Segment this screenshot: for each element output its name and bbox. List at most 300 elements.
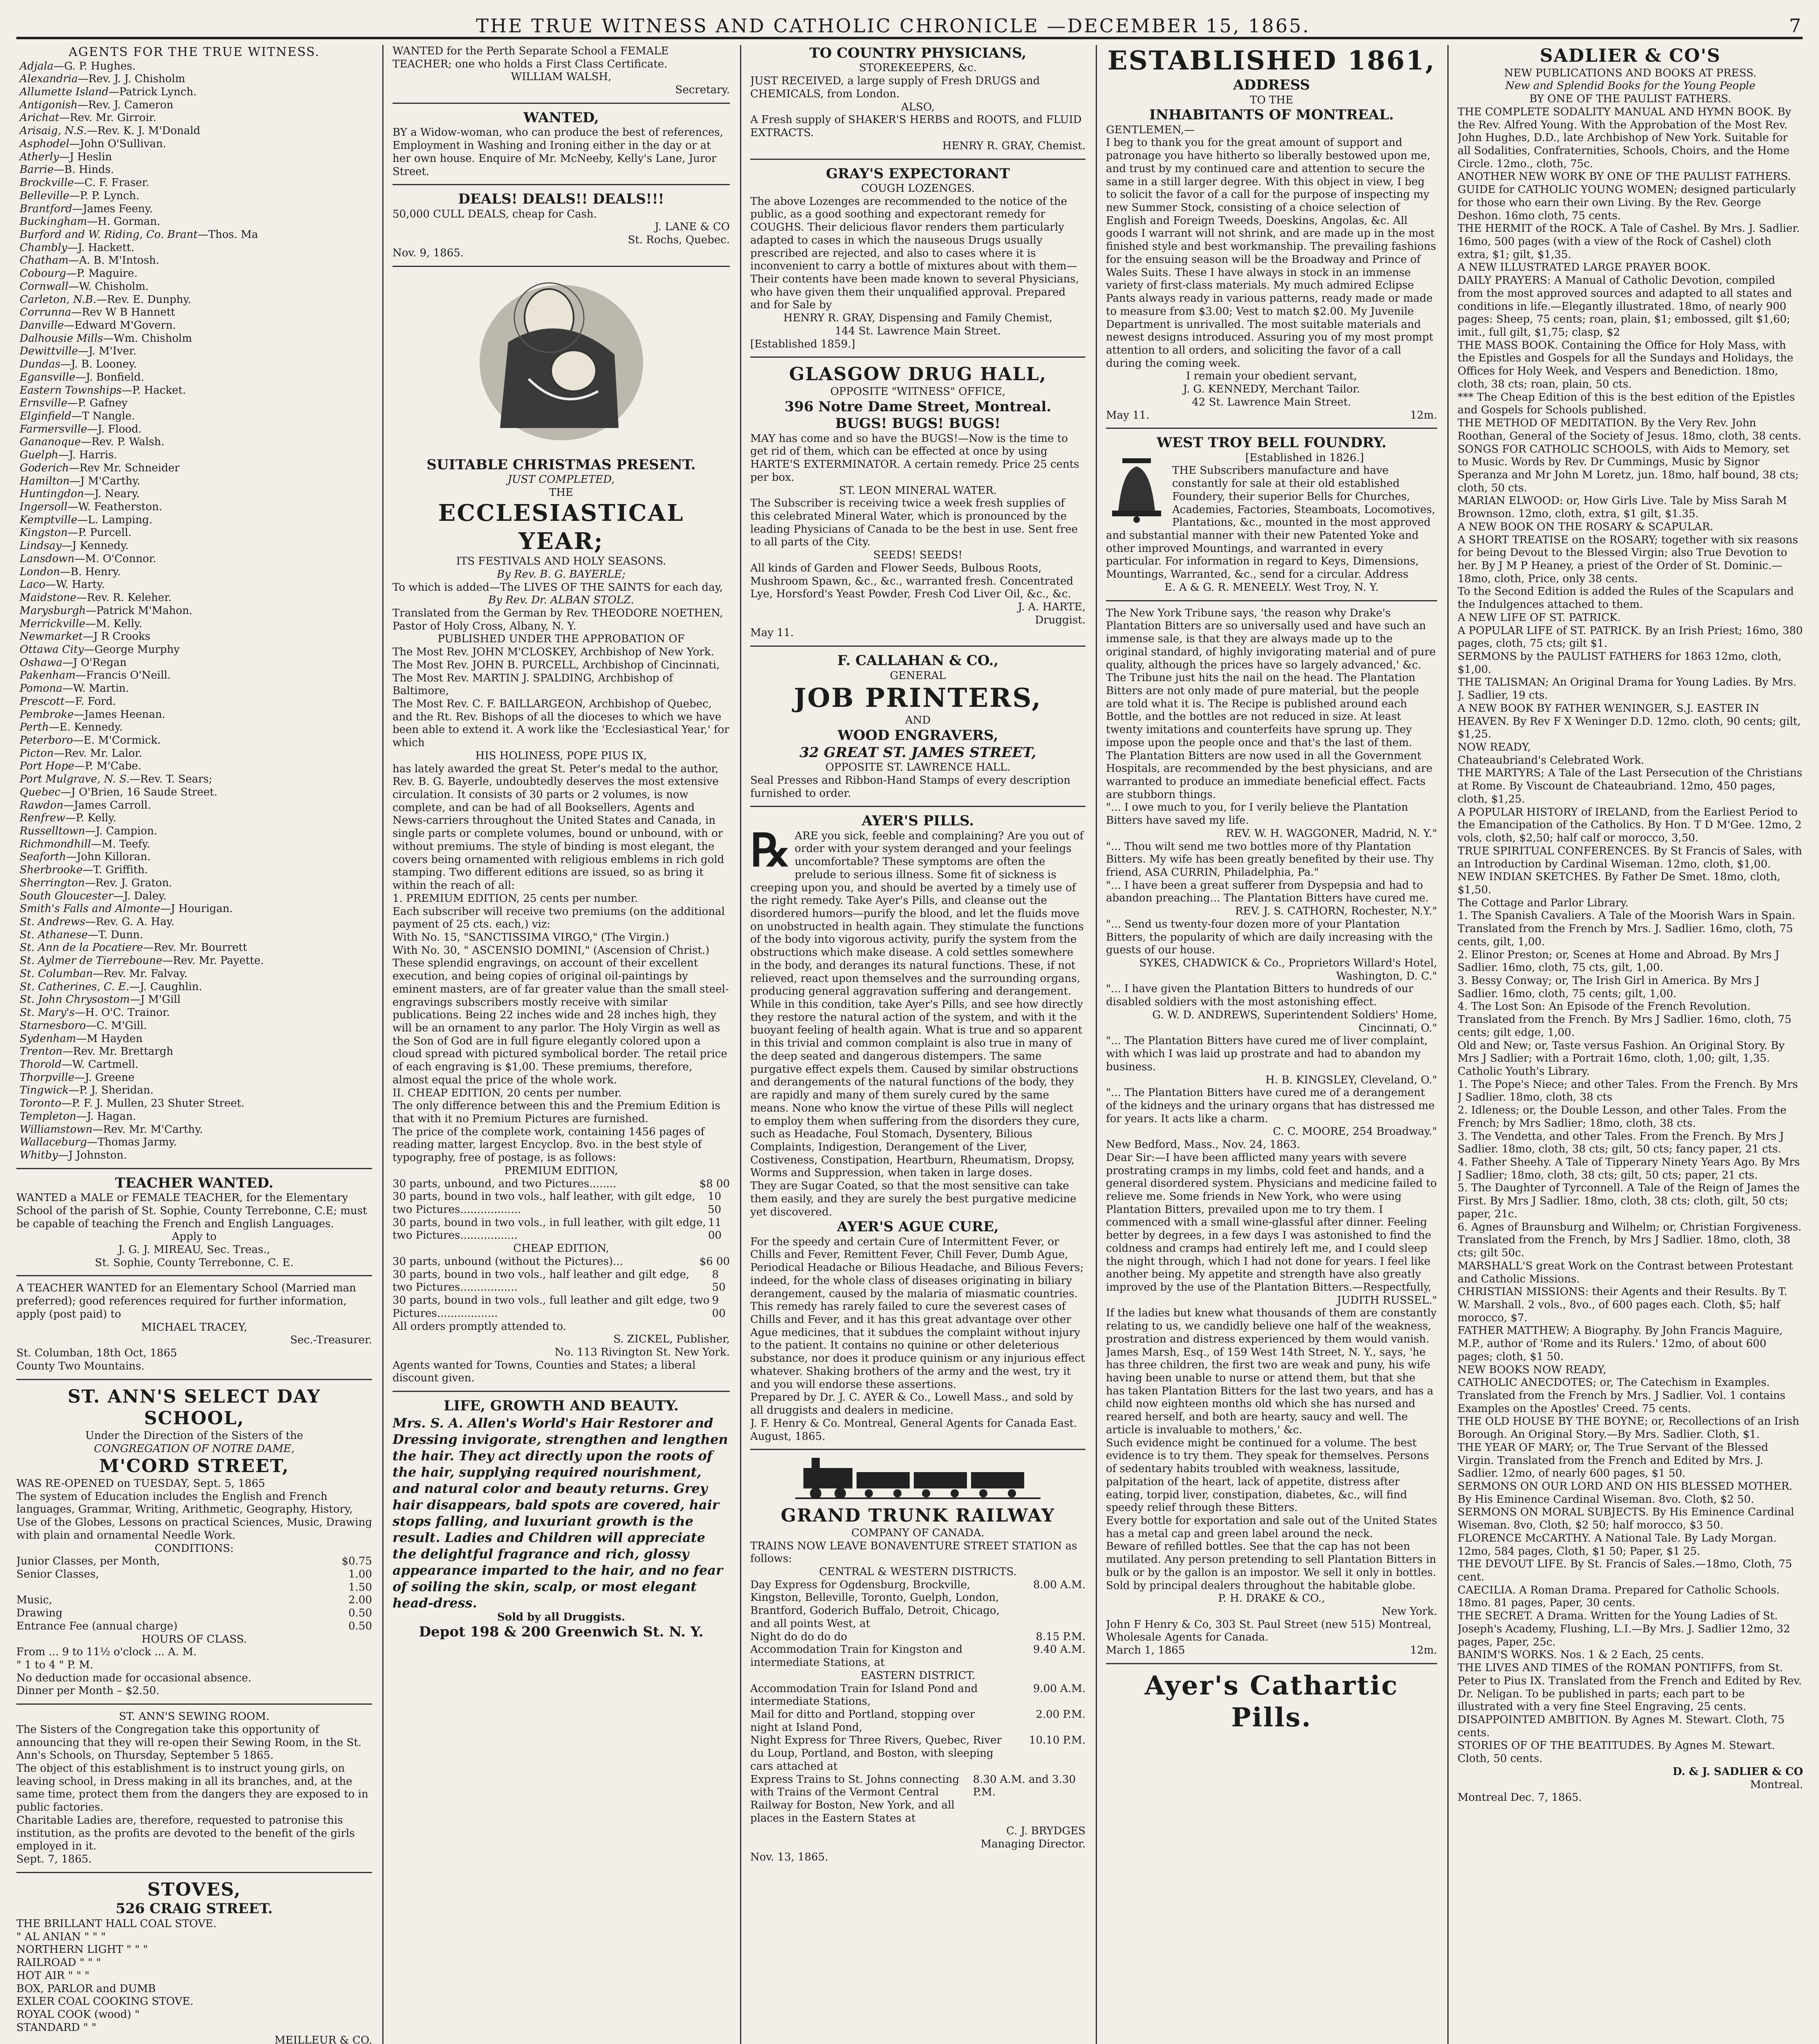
agent-name: Thos. Ma xyxy=(208,228,258,241)
agent-name: J Johnston. xyxy=(68,1149,127,1161)
st-ann-reopened: WAS RE-OPENED on TUESDAY, Sept. 5, 1865 xyxy=(16,1477,265,1490)
edition-2: II. CHEAP EDITION, 20 cents per number. xyxy=(393,1087,622,1099)
agent-name: P. J. Sheridan. xyxy=(79,1084,154,1097)
to-the: TO THE xyxy=(1250,94,1293,106)
book-entry: NEW INDIAN SKETCHES. By Father De Smet. 18mo, cloth, $1,50. xyxy=(1458,871,1781,896)
agent-place: Prescott xyxy=(20,695,65,708)
agent-row: St. Athanese—T. Dunn. xyxy=(20,928,144,941)
sadlier-date: Montreal Dec. 7, 1865. xyxy=(1458,1791,1582,1804)
teacher-wanted-place: St. Sophie, County Terrebonne, C. E. xyxy=(95,1256,294,1269)
book-entry: NOW READY, xyxy=(1458,741,1531,754)
agent-name: W. Chisholm. xyxy=(79,280,149,293)
st-ann-hours-2: " 1 to 4 " P. M. xyxy=(16,1659,94,1672)
price-note: The price of the complete work, containing 1456 pages of reading matter, largest Encyclop. 8vo. in the best style of typography, free of postage, is as follows: xyxy=(393,1125,705,1164)
agent-row: Arisaig, N.S.—Rev. K. J. M'Donald xyxy=(20,125,200,137)
agent-row: Seaforth—John Killoran. xyxy=(20,851,151,863)
column-rule xyxy=(1447,45,1449,2044)
agent-place: Adjala xyxy=(20,60,54,72)
agent-row: Sherbrooke—T. Griffith. xyxy=(20,864,148,876)
agent-row: Quebec—J O'Brien, 16 Saude Street. xyxy=(20,786,218,798)
agent-name: C. F. Fraser. xyxy=(84,177,150,189)
remain: I remain your obedient servant, xyxy=(1186,370,1357,383)
agent-row: Toronto—P. F. J. Mullen, 23 Shuter Street. xyxy=(20,1097,245,1110)
agent-place: Dalhousie Mills xyxy=(20,332,103,345)
agent-place: Rawdon xyxy=(20,799,63,811)
edition-1: 1. PREMIUM EDITION, 25 cents per number. xyxy=(393,892,638,905)
deals-title: DEALS! DEALS!! DEALS!!! xyxy=(458,191,664,208)
fresh-supply: A Fresh supply of SHAKER'S HERBS and ROOTS, and FLUID EXTRACTS. xyxy=(750,114,1082,139)
st-ann-street: M'CORD STREET, xyxy=(99,1456,289,1477)
agent-place: Antigonish xyxy=(20,99,78,111)
agent-name: M. Kelly. xyxy=(96,617,142,630)
price-label: 30 parts, bound in two vols., half leather, with gilt edge, two Pictures.................. xyxy=(393,1190,695,1216)
agent-name: B. Hinds. xyxy=(64,164,114,176)
teacher-wanted2-place: St. Columban, 18th Oct, 1865 xyxy=(16,1347,177,1360)
book-entry: SERMONS ON MORAL SUBJECTS. By His Eminence Cardinal Wiseman. 8vo, Cloth, $2 50; half morocco, $3 50. xyxy=(1458,1506,1794,1532)
condition-price: $0.75 xyxy=(341,1555,372,1568)
agent-place: Lansdown xyxy=(20,552,75,565)
agent-row: Trenton—Rev. Mr. Brettargh xyxy=(20,1045,173,1058)
agent-name: J. Daley. xyxy=(123,890,167,902)
stoves-title: STOVES, xyxy=(147,1879,241,1900)
train-time: 8.30 A.M. and 3.30 P.M. xyxy=(973,1773,1076,1799)
agent-place: Alexandria xyxy=(20,73,78,85)
sadlier-entries xyxy=(1458,106,1803,1766)
agent-row: Starnesboro—C. M'Gill. xyxy=(20,1019,147,1032)
divider xyxy=(16,1275,372,1276)
agent-row: Arichat—Rev. Mr. Girroir. xyxy=(20,112,157,124)
agent-row: Kemptville—L. Lamping. xyxy=(20,513,153,526)
agent-place: Goderich xyxy=(20,462,69,474)
wanted1-body: WANTED for the Perth Separate School a FEMALE TEACHER; one who holds a First Class Certificate. xyxy=(393,45,669,70)
harte: J. A. HARTE, xyxy=(1018,601,1086,613)
column-3 xyxy=(750,45,1086,2044)
agent-name: J R Crooks xyxy=(93,630,150,643)
divider xyxy=(16,1379,372,1380)
sadlier-by: BY ONE OF THE PAULIST FATHERS. xyxy=(1529,93,1732,105)
agent-row: Belleville—P. P. Lynch. xyxy=(20,189,139,202)
stove-item: RAILROAD " " " xyxy=(16,1957,101,1969)
prescription: Every bottle for exportation and sale out of the United States has a metal cap and green label around the neck. xyxy=(1106,1514,1437,1540)
agent-row: St. Columban—Rev. Mr. Falvay. xyxy=(20,967,188,980)
agent-place: Toronto xyxy=(20,1097,61,1110)
trains-now-leave: TRAINS NOW LEAVE BONAVENTURE STREET STATION as follows: xyxy=(750,1540,1077,1565)
march-row xyxy=(1106,1644,1437,1657)
may-11: May 11. xyxy=(1106,409,1150,421)
st-ann-dinner: Dinner per Month – $2.50. xyxy=(16,1685,159,1697)
agent-row: Ingersoll—W. Featherston. xyxy=(20,501,162,513)
book-entry: THE LIVES AND TIMES of the ROMAN PONTIFFS, from St. Peter to Pius IX. Translated from the French and Edited by Rev. Dr. Neligan. To be published in parts; each part to be illustrated with a very fine Steel Engraving, 25 cents. xyxy=(1458,1662,1802,1713)
price-label: 30 parts, bound in two vols., in full leather, with gilt edge, two Pictures................. xyxy=(393,1216,706,1242)
stove-item: ROYAL COOK (wood) " xyxy=(16,2008,140,2021)
agent-place: Picton xyxy=(20,747,54,760)
agent-row: Buckingham—H. Gorman. xyxy=(20,215,161,228)
agent-name: E. Kennedy. xyxy=(59,721,123,734)
agent-place: Sydenham xyxy=(20,1032,76,1045)
agent-place: Buckingham xyxy=(20,215,87,228)
sadlier-new: New and Splendid Books for the Young People xyxy=(1505,80,1756,92)
agent-row: Carleton, N.B.—Rev. E. Dunphy. xyxy=(20,293,191,306)
expectorant-title: GRAY'S EXPECTORANT xyxy=(826,165,1010,182)
agent-place: Trenton xyxy=(20,1045,63,1058)
agent-name: Rev. R. Keleher. xyxy=(87,592,172,604)
eastern-district: EASTERN DISTRICT. xyxy=(860,1669,976,1682)
agent-row: Richmondhill—M. Teefy. xyxy=(20,838,150,850)
agent-place: Hamilton xyxy=(20,475,70,487)
brydges: C. J. BRYDGES xyxy=(1006,1825,1086,1838)
agent-row: St. Ann de la Pocatiere—Rev. Mr. Bourrett xyxy=(20,941,247,954)
teacher-wanted-body: WANTED a MALE or FEMALE TEACHER, for the Elementary School of the parish of St. Sophie, County Terrebonne, C.E; must be capable of teaching the French and English Languages. xyxy=(16,1192,367,1230)
agent-place: St. Andrews xyxy=(20,916,85,928)
divider xyxy=(1106,600,1437,601)
agent-name: Rev. G. A. Hay. xyxy=(96,916,175,928)
condition-row xyxy=(16,1607,372,1620)
rx-icon: ℞ xyxy=(750,823,791,876)
agent-place: Russelltown xyxy=(20,825,85,837)
condition-price: 0.50 xyxy=(348,1607,372,1620)
wood-engravers: WOOD ENGRAVERS, xyxy=(837,727,998,744)
book-entry: 4. Father Sheehy. A Tale of Tipperary Ninety Years Ago. By Mrs J Sadlier; 18mo, cloth, 38 cts; gilt, 50 cts; paper, 21 cts. xyxy=(1458,1156,1800,1181)
agent-row: Egansville—J. Bonfield. xyxy=(20,371,144,383)
may-11: May 11. xyxy=(750,627,794,639)
testimonial-author: REV. J. S. CATHORN, Rochester, N.Y." xyxy=(1235,905,1437,918)
condition-row xyxy=(16,1568,372,1581)
book-entry: THE METHOD OF MEDITATION. By the Very Rev. John Roothan, General of the Society of Jesus. 18mo, cloth, 38 cents. xyxy=(1458,417,1801,442)
book-entry: 3. Bessy Conway; or, The Irish Girl in America. By Mrs J Sadlier. 16mo, cloth, 75 cents; gilt, 1,00. xyxy=(1458,974,1760,1000)
expectorant-body: The above Lozenges are recommended to the notice of the public, as a good soothing and expectorant remedy for COUGHS. Their delicious flavor renders them particularly adapted to cases in which the nauseous Drugs usually prescribed are rejected, and also to cases where it is inconvenient to carry a bottle of mixtures about with them—Their contents have been made known to several Physicians, who have given them their unqualified approval. Prepared and for Sale by xyxy=(750,195,1079,312)
agent-row: South Gloucester—J. Daley. xyxy=(20,890,167,902)
agent-row: Brantford—James Feeny. xyxy=(20,202,153,215)
agent-name: Rev. J. Graton. xyxy=(95,876,173,889)
eccl-rest: and the Rt. Rev. Bishops of all the dioceses to which we have been able to extend it. A work like the 'Ecclesiastical Year,' for which xyxy=(393,710,729,749)
testimonial-quote: "... I have given the Plantation Bitters to hundreds of our disabled soldiers with the most astonishing effect. xyxy=(1106,983,1413,1009)
price-row xyxy=(393,1269,730,1294)
premium-2: With No. 30, " ASCENSIO DOMINI," (Ascension of Christ.) xyxy=(393,944,710,957)
wanted1-role: Secretary. xyxy=(675,84,730,96)
agent-place: Pakenham xyxy=(20,669,76,682)
ecclesiastical-year-title: ECCLESIASTICAL YEAR; xyxy=(438,500,684,555)
price-row xyxy=(393,1190,730,1216)
edition-2b: The only difference between this and the Premium Edition is that with it no Premium Pictures are furnished. xyxy=(393,1100,720,1125)
deals-date: Nov. 9, 1865. xyxy=(393,247,464,259)
glasgow-opposite: OPPOSITE "WITNESS" OFFICE, xyxy=(830,385,1006,398)
approval: The Most Rev. C. F. BAILLARGEON, Archbishop of Quebec, xyxy=(393,698,712,710)
agent-name: Rev. Mr. Bourrett xyxy=(153,941,247,954)
column-4 xyxy=(1106,45,1437,2044)
agents-wanted: Agents wanted for Towns, Counties and States; a liberal discount given. xyxy=(393,1359,696,1385)
agent-place: London xyxy=(20,565,60,578)
agent-row: St. Mary's—H. O'C. Trainor. xyxy=(20,1006,170,1019)
agent-place: Williamstown xyxy=(20,1123,93,1136)
march-tail: 12m. xyxy=(1410,1644,1437,1657)
agent-name: Thomas Jarmy. xyxy=(97,1136,177,1149)
approvals-list xyxy=(393,646,730,711)
agent-row: Danville—Edward M'Govern. xyxy=(20,319,176,332)
agent-place: Brantford xyxy=(20,202,72,215)
testimonial-author: H. B. KINGSLEY, Cleveland, O." xyxy=(1265,1074,1437,1086)
agent-row: Gananoque—Rev. P. Walsh. xyxy=(20,436,165,448)
agent-place: Sherbrooke xyxy=(20,864,83,876)
st-ann-conditions-title: CONDITIONS: xyxy=(155,1542,234,1555)
teacher-wanted2-body: A TEACHER WANTED for an Elementary School (Married man preferred); good references required for further information, apply (post paid) to xyxy=(16,1282,356,1320)
sadlier-sub: NEW PUBLICATIONS AND BOOKS AT PRESS. xyxy=(1504,67,1757,79)
agent-row: Tingwick—P. J. Sheridan. xyxy=(20,1084,154,1097)
column-rule xyxy=(1096,45,1097,2044)
ayers-pills-title: AYER'S PILLS. xyxy=(861,813,974,829)
train-desc: Accommodation Train for Kingston and intermediate Stations, at xyxy=(750,1643,963,1669)
book-entry: NEW BOOKS NOW READY, xyxy=(1458,1363,1606,1376)
stove-item: " AL ANIAN " " " xyxy=(16,1930,106,1943)
agent-row: Kingston—P. Purcell. xyxy=(20,527,132,539)
agent-name: Patrick Lynch. xyxy=(119,86,197,99)
pope: HIS HOLINESS, POPE PIUS IX, xyxy=(475,749,647,762)
teacher-wanted2-name: MICHAEL TRACEY, xyxy=(141,1321,247,1334)
price-row xyxy=(393,1217,730,1242)
condition-price: 0.50 xyxy=(348,1620,372,1632)
masthead-title: THE TRUE WITNESS AND CATHOLIC CHRONICLE —DECEMBER 15, 1865. xyxy=(476,15,1310,37)
column-rule xyxy=(740,45,741,2044)
stove-item: NORTHERN LIGHT " " " xyxy=(16,1943,148,1956)
agent-row: Hamilton—J M'Carthy. xyxy=(20,475,141,487)
train-time: 9.40 A.M. xyxy=(1033,1643,1086,1656)
book-entry: SERMONS ON OUR LORD AND ON HIS BLESSED MOTHER. By His Eminence Cardinal Wiseman. 8vo. Cloth, $2 50. xyxy=(1458,1480,1793,1506)
agent-name: J. Campion. xyxy=(96,825,157,837)
seeds-body: All kinds of Garden and Flower Seeds, Bulbous Roots, Mushroom Spawn, &c., &c., warranted fresh. Concentrated Lye, Horsford's Yeast Powder, Fresh Cod Liver Oil, &c., &c. xyxy=(750,562,1074,601)
job-printers: JOB PRINTERS, xyxy=(794,683,1042,714)
book-entry: 1. The Spanish Cavaliers. A Tale of the Moorish Wars in Spain. Translated from the French by Mrs. J. Sadlier. 16mo, cloth, 75 cents, gilt, 1,00. xyxy=(1458,910,1795,948)
book-entry: Catholic Youth's Library. xyxy=(1458,1065,1590,1078)
book-entry: A POPULAR LIFE of ST. PATRICK. By an Irish Priest; 16mo, 380 pages, cloth, 75 cts; gilt $1. xyxy=(1458,624,1803,650)
agent-place: Laco xyxy=(20,578,45,591)
agent-place: Danville xyxy=(20,319,64,332)
teacher-wanted-name: J. G. J. MIREAU, Sec. Treas., xyxy=(118,1244,270,1256)
train-desc: Express Trains to St. Johns connecting with Trains of the Vermont Central Railway for Boston, New York, and all places in the Eastern States at xyxy=(750,1773,960,1824)
agent-row: Maidstone—Rev. R. Keleher. xyxy=(20,592,172,604)
drake-body-3: The Plantation Bitters are now used in all the Government Hospitals, are recommended by the best physicians, and are warranted to produce an immediate beneficial effect. Facts are stubborn things. xyxy=(1106,749,1433,801)
locomotive-engraving-icon xyxy=(795,1456,1041,1501)
agent-row: Pakenham—Francis O'Neill. xyxy=(20,669,171,682)
book-entry: CHRISTIAN MISSIONS: their Agents and their Results. By T. W. Marshall. 2 vols., 8vo., of 600 pages each. Cloth, $5; half morocco, $7. xyxy=(1458,1286,1788,1324)
agent-place: Renfrew xyxy=(20,812,65,825)
teacher-wanted-title: TEACHER WANTED. xyxy=(115,1174,274,1191)
teacher-wanted2-county: County Two Mountains. xyxy=(16,1360,145,1372)
price-row xyxy=(393,1255,730,1269)
callahan-street: 32 GREAT ST. JAMES STREET, xyxy=(799,744,1036,761)
agent-place: Ingersoll xyxy=(20,501,68,513)
agent-place: Ernsville xyxy=(20,397,67,410)
price-value: 8 50 xyxy=(712,1268,726,1294)
testimonial-quote: "... The Plantation Bitters have cured me of liver complaint, with which I was laid up prostrate and had to abandon my business. xyxy=(1106,1035,1428,1073)
agent-name: James Feeny. xyxy=(83,202,153,215)
agent-place: Burford and W. Riding, Co. Brant xyxy=(20,228,198,241)
agent-row: Burford and W. Riding, Co. Brant—Thos. Ma xyxy=(20,228,258,241)
agent-name: W. Harty. xyxy=(56,578,105,591)
agent-place: Maidstone xyxy=(20,592,76,604)
agent-name: H. Gorman. xyxy=(97,215,161,228)
divider xyxy=(750,1449,1086,1450)
seeds-title: SEEDS! SEEDS! xyxy=(873,549,963,562)
seal-presses: Seal Presses and Ribbon-Hand Stamps of every description furnished to order. xyxy=(750,774,1071,800)
march: March 1, 1865 xyxy=(1106,1644,1185,1657)
train-desc: Mail for ditto and Portland, stopping over night at Island Pond, xyxy=(750,1708,975,1734)
agent-place: St. Aylmer de Tierreboune xyxy=(20,955,163,967)
agent-name: Francis O'Neill. xyxy=(86,669,171,682)
agent-row: Allumette Island—Patrick Lynch. xyxy=(20,86,197,99)
agent-row: Alexandria—Rev. J. J. Chisholm xyxy=(20,73,185,85)
agent-name: J. Bonfield. xyxy=(86,371,144,383)
agent-place: Merrickville xyxy=(20,617,85,630)
divider xyxy=(750,806,1086,807)
agent-row: Dalhousie Mills—Wm. Chisholm xyxy=(20,332,192,345)
agent-place: Oshawa xyxy=(20,656,63,669)
drake-body-2: The Tribune just hits the nail on the head. The Plantation Bitters are not only made of pure material, but the people are told what it is. The Recipe is published around each Bottle, and the bottles are not reduced in size. At least twenty imitations and counterfeits have sprung up. They impose upon the people once and that's the last of them. xyxy=(1106,672,1419,749)
agent-place: Arisaig, N.S. xyxy=(20,125,87,137)
sold-by-druggists: Sold by all Druggists. xyxy=(497,1611,625,1623)
sewing-body-3: Charitable Ladies are, therefore, requested to patronise this institution, as the profits are devoted to the benefit of the girls employed in it. xyxy=(16,1814,355,1853)
price-row xyxy=(393,1178,730,1191)
publisher: S. ZICKEL, Publisher, xyxy=(613,1333,730,1346)
bell-est: [Established in 1826.] xyxy=(1245,451,1364,464)
sadlier-city: Montreal. xyxy=(1750,1778,1803,1791)
inhabitants: INHABITANTS OF MONTREAL. xyxy=(1149,107,1394,123)
condition-row xyxy=(16,1620,372,1633)
agent-name: J. M'Iver. xyxy=(88,345,137,358)
agent-name: J M'Carthy. xyxy=(80,475,141,487)
agent-place: Lindsay xyxy=(20,540,62,552)
agent-name: H. O'C. Trainor. xyxy=(85,1006,170,1019)
book-entry: 2. Elinor Preston; or, Scenes at Home and Abroad. By Mrs J Sadlier. 16mo, cloth, 75 cts, gilt, 1,00. xyxy=(1458,948,1779,974)
divider xyxy=(750,645,1086,647)
edition-1b: Each subscriber will receive two premiums (on the additional payment of 25 cts. each,) viz: xyxy=(393,905,725,931)
agent-place: Cobourg xyxy=(20,267,66,280)
agent-row: Williamstown—Rev. Mr. M'Carthy. xyxy=(20,1123,203,1136)
premium-1: With No. 15, "SANCTISSIMA VIRGO," (The Virgin.) xyxy=(393,931,669,944)
agent-row: Asphodel—John O'Sullivan. xyxy=(20,137,166,150)
agent-place: Whitby xyxy=(20,1149,58,1161)
cheap-title: CHEAP EDITION, xyxy=(513,1242,609,1255)
managing-director: Managing Director. xyxy=(980,1838,1086,1851)
page-number: 7 xyxy=(1789,15,1803,37)
divider xyxy=(16,1168,372,1169)
agent-row: Eastern Townships—P. Hacket. xyxy=(20,384,186,397)
agent-row: Farmersville—J. Flood. xyxy=(20,423,142,435)
price-value: 9 00 xyxy=(712,1294,726,1320)
ague-agents: J. F. Henry & Co. Montreal, General Agents for Canada East. xyxy=(750,1417,1077,1430)
agent-row: Wallaceburg—Thomas Jarmy. xyxy=(20,1136,177,1149)
st-ann-hours-title: HOURS OF CLASS. xyxy=(141,1633,247,1645)
agents-list xyxy=(16,60,372,1162)
agent-name: Rev Mr. Schneider xyxy=(79,462,180,474)
agent-place: Marysburgh xyxy=(20,604,86,617)
testimonial-quote: "... Thou wilt send me two bottles more of thy Plantation Bitters. My wife has been greatly benefited by their use. Thy friend, ASA CURRIN, Philadelphia, Pa." xyxy=(1106,840,1434,879)
sewing-date: Sept. 7, 1865. xyxy=(16,1853,92,1866)
testimonials xyxy=(1106,801,1437,1139)
kennedy-address: 42 St. Lawrence Main Street. xyxy=(1192,396,1351,408)
agent-name: J. Greene xyxy=(85,1071,135,1084)
agent-name: P. M'Cabe. xyxy=(85,760,141,773)
kennedy-body: I beg to thank you for the great amount of support and patronage you have hitherto so liberally bestowed upon me, and trust by my continued care and attention to secure the same in a still larger degree. With this object in view, I beg to solicit the favor of a call for the purpose of inspecting my new Summer Stock, consisting of a choice selection of English and Foreign Tweeds, Doeskins, Angolas, &c. All goods I warrant will not shrink, and are made up in the most finished style and best workmanship. The prevailing fashions for the ensuing season will be the Broadway and Prince of Wales Suits. These I have always in stock in an immense variety of first-class materials. My much admired Eclipse Pants always ready in various patterns, ready made or made to measure from $3.00; Vest to match $2.00. My Juvenile Department is unrivalled. The most suitable materials and newest designs introduced. Assuring you of my most prompt attention to all orders, and soliciting the favor of a call during the coming week. xyxy=(1106,137,1436,370)
agent-place: Port Hope xyxy=(20,760,74,773)
price-label: 30 parts, bound in two vols., full leather and gilt edge, two Pictures.................. xyxy=(393,1294,710,1320)
masthead xyxy=(16,8,1803,39)
train-schedule-east xyxy=(750,1683,1086,1825)
agent-place: St. Mary's xyxy=(20,1006,75,1019)
train-row xyxy=(750,1631,1086,1644)
book-entry: 5. The Daughter of Tyrconnell. A Tale of the Reign of James the First. By Mrs J Sadlier. 18mo, cloth, 38 cts; cloth, gilt, 50 cts; paper, 21c. xyxy=(1458,1182,1800,1220)
st-ann-hours-1: From ... 9 to 11½ o'clock ... A. M. xyxy=(16,1646,197,1659)
agent-name: P. F. J. Mullen, 23 Shuter Street. xyxy=(72,1097,245,1110)
agent-name: J. Flood. xyxy=(98,423,142,435)
agent-place: South Gloucester xyxy=(20,890,113,902)
book-entry: THE YEAR OF MARY; or, The True Servant of the Blessed Virgin. Translated from the French and Edited by Mrs. J. Sadlier. 12mo, of nearly 600 pages, $1 50. xyxy=(1458,1441,1768,1480)
just-completed: JUST COMPLETED, xyxy=(507,473,615,486)
agent-name: B. Henry. xyxy=(70,565,121,578)
drake-city: New York. xyxy=(1382,1605,1437,1618)
price-value: $8 00 xyxy=(699,1177,730,1190)
agent-name: John Killoran. xyxy=(76,851,151,863)
cheap-price-table xyxy=(393,1255,730,1320)
teacher-wanted-apply: Apply to xyxy=(172,1230,217,1243)
train-desc: Night Express for Three Rivers, Quebec, River du Loup, Portland, and Boston, with sleeping cars attached at xyxy=(750,1734,1002,1773)
also: ALSO, xyxy=(901,101,935,113)
price-row xyxy=(393,1294,730,1320)
agent-row: Smith's Falls and Almonte—J Hourigan. xyxy=(20,903,233,915)
agent-row: Thorold—W. Cartmell. xyxy=(20,1058,139,1071)
book-entry: CATHOLIC ANECDOTES; or, The Catechism in Examples. Translated from the French by Mrs. J Sadlier. Vol. 1 contains Examples on the Apostles' Creed. 75 cents. xyxy=(1458,1376,1785,1415)
agent-name: T. Griffith. xyxy=(93,864,148,876)
agent-row: Antigonish—Rev. J. Cameron xyxy=(20,99,174,111)
agent-row: Sherrington—Rev. J. Graton. xyxy=(20,876,173,889)
russel-body: Dear Sir:—I have been afflicted many years with severe prostrating cramps in my limbs, cold feet and hands, and a general disordered system. Physicians and medicine failed to relieve me. Some friends in New York, who were using Plantation Bitters, prevailed upon me to try them. I commenced with a small wine-glassful after dinner. Feeling better by degrees, in a few days I was astonished to find the coldness and cramps had entirely left me, and I could sleep the night through, which I had not done for years. I feel like another being. My appetite and strength have also greatly improved by the use of the Plantation Bitters.—Respectfully, xyxy=(1106,1151,1437,1294)
divider xyxy=(393,103,730,104)
agent-place: Newmarket xyxy=(20,630,83,643)
train-row xyxy=(750,1579,1086,1631)
condition-row xyxy=(16,1581,372,1594)
added: To which is added—The LIVES OF THE SAINTS for each day, xyxy=(393,581,723,594)
divider xyxy=(16,1872,372,1873)
drake-body: The New York Tribune says, 'the reason why Drake's Plantation Bitters are so universally used and have such an immense sale, is that they are always made up to the original standard, of highly invigorating material and of pure quality, although the prices have so largely advanced,' &c. xyxy=(1106,607,1436,671)
callahan-opposite: OPPOSITE ST. LAWRENCE HALL. xyxy=(825,761,1011,774)
train-row xyxy=(750,1683,1086,1708)
condition-label: Senior Classes, xyxy=(16,1568,99,1580)
agent-row: Goderich—Rev Mr. Schneider xyxy=(20,462,180,474)
agent-row: Templeton—J. Hagan. xyxy=(20,1110,136,1123)
agent-place: St. Catherines, C. E. xyxy=(20,980,130,993)
wanted2-body: BY a Widow-woman, who can produce the best of references, Employment in Washing and Ironing either in the day or at her own house. Enquire of Mr. McNeeby, Kelly's Lane, Juror Street. xyxy=(393,126,723,178)
agent-name: P. Purcell. xyxy=(78,527,132,539)
agent-row: Merrickville—M. Kelly. xyxy=(20,617,142,630)
agent-row: Perth—E. Kennedy. xyxy=(20,721,123,734)
book-entry: DAILY PRAYERS: A Manual of Catholic Devotion, compiled from the most approved sources and adapted to all states and conditions in life.—Elegantly illustrated. 18mo, of nearly 900 pages: Sheep, 75 cents; roan, plain, $1; embossed, gilt $1,60; imit., full gilt, $1,75; clasp, $2 xyxy=(1458,274,1792,339)
book-entry: DISAPPOINTED AMBITION. By Agnes M. Stewart. Cloth, 75 cents. xyxy=(1458,1713,1785,1739)
sewing-title: ST. ANN'S SEWING ROOM. xyxy=(119,1710,270,1723)
agent-name: Rev. Mr. Girroir. xyxy=(70,112,157,124)
agent-name: P. P. Lynch. xyxy=(80,189,139,202)
book-entry: 6. Agnes of Braunsburg and Wilhelm; or, Christian Forgiveness. Translated from the French, by Mrs J Sadlier. 18mo, cloth, 38 cts; gilt 50c. xyxy=(1458,1221,1802,1260)
agent-place: Templeton xyxy=(20,1110,76,1123)
grand-trunk-title: GRAND TRUNK RAILWAY xyxy=(781,1505,1055,1526)
translated: Translated from the German by Rev. THEODORE NOETHEN, Pastor of Holy Cross, Albany, N. Y. xyxy=(393,607,723,632)
condition-label: Music, xyxy=(16,1594,52,1607)
agent-row: Marysburgh—Patrick M'Mahon. xyxy=(20,604,193,617)
column-1 xyxy=(16,45,372,2044)
ague-prepared: Prepared by Dr. J. C. AYER & Co., Lowell Mass., and sold by all druggists and dealers in medicine. xyxy=(750,1391,1073,1417)
train-desc: Day Express for Ogdensburg, Brockville, Kingston, Belleville, Toronto, Guelph, London, Brantford, Goderich Buffalo, Detroit, Chicago, and all points West, at xyxy=(750,1578,1000,1630)
ayers-pills-body: ARE you sick, feeble and complaining? Are you out of order with your system deranged and your feelings uncomfortable? These symptoms are often the prelude to serious illness. Some fit of sickness is creeping upon you, and should be averted by a timely use of the right remedy. Take Ayer's Pills, and cleanse out the disordered humors—purify the blood, and let the fluids move on unobstructed in health again. They stimulate the functions of the body into vigorous activity, purify the system from the obstructions which make disease. A cold settles somewhere in the body, and deranges its natural functions. These, if not relieved, react upon themselves and the surrounding organs, producing general aggravation suffering and derangement. While in this condition, take Ayer's Pills, and see how directly they restore the natural action of the system, and with it the buoyant feeling of health again. What is true and so apparent in this trivial and common complaint is also true in many of the deep seated and dangerous distempers. The same purgative effect expels them. Caused by similar obstructions and derangements of the natural functions of the body, they are rapidly and many of them surely cured by the same means. None who know the virtue of these Pills will neglect to employ them when suffering from the disorders they cure, such as Headache, Foul Stomach, Dysentery, Bilious Complaints, Indigestion, Derangement of the Liver, Costiveness, Constipation, Heartburn, Rheumatism, Dropsy, Worms and Suppression, when taken in large doses. xyxy=(750,829,1084,1179)
agent-row: Oshawa—J O'Regan xyxy=(20,656,127,669)
henry: John F Henry & Co, 303 St. Paul Street (new 515) Montreal, Wholesale Agents for Canada. xyxy=(1106,1618,1432,1644)
book-entry: ANOTHER NEW WORK BY ONE OF THE PAULIST FATHERS. xyxy=(1458,170,1791,183)
